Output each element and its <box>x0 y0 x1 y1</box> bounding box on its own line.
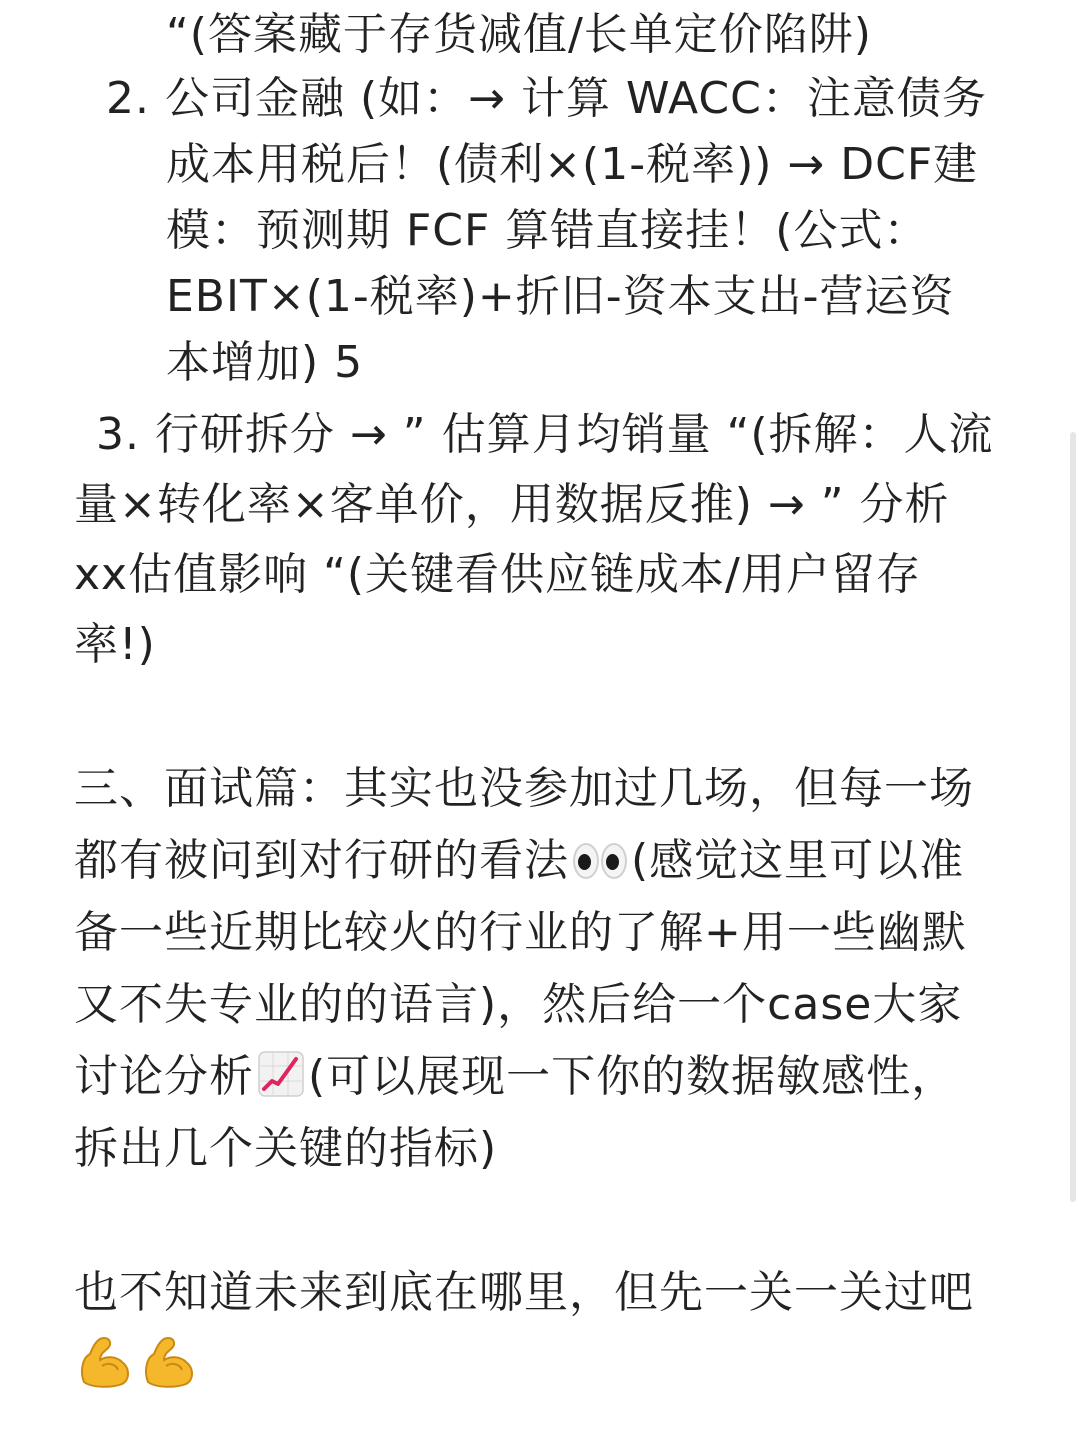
text-line: 备一些近期比较火的行业的了解+用一些幽默 <box>74 907 967 958</box>
flexed-biceps-icon <box>140 1332 198 1390</box>
text-line: 也不知道未来到底在哪里，但先一关一关过吧 <box>74 1267 974 1318</box>
chart-increasing-icon <box>258 1051 304 1097</box>
text-line: EBIT×(1-税率)+折旧-资本支出-营运资 <box>166 271 955 322</box>
text-segment: (感觉这里可以准 <box>631 835 965 886</box>
text-segment: 讨论分析 <box>74 1051 254 1102</box>
text-line: 率!) <box>74 619 156 670</box>
text-line: 三、面试篇：其实也没参加过几场，但每一场 <box>74 763 974 814</box>
text-line: 成本用税后！(债利×(1-税率)) → DCF建 <box>166 139 979 190</box>
emoji-line <box>76 1332 204 1390</box>
text-line <box>74 1044 956 1110</box>
text-line: xx估值影响 “(关键看供应链成本/用户留存 <box>74 549 921 600</box>
text-line: “(答案藏于存货减值/长单定价陷阱) <box>166 9 872 60</box>
text-line: 拆出几个关键的指标) <box>74 1123 498 1174</box>
flexed-biceps-icon <box>76 1332 134 1390</box>
eyes-icon <box>573 843 627 879</box>
text-line: 量×转化率×客单价，用数据反推) → ” 分析 <box>74 479 950 530</box>
text-line <box>74 828 964 894</box>
scrollbar[interactable] <box>1070 432 1076 1202</box>
text-segment: (可以展现一下你的数据敏感性， <box>308 1051 957 1102</box>
text-line: 2. 公司金融 (如：→ 计算 WACC：注意债务 <box>106 73 987 124</box>
text-line: 模：预测期 FCF 算错直接挂！(公式： <box>166 205 929 256</box>
text-line: 3. 行研拆分 → ” 估算月均销量 “(拆解：人流 <box>96 409 994 460</box>
text-line: 本增加) 5 <box>166 337 364 388</box>
text-line: 又不失专业的的语言)，然后给一个case大家 <box>74 979 963 1030</box>
text-segment: 都有被问到对行研的看法 <box>74 835 569 886</box>
